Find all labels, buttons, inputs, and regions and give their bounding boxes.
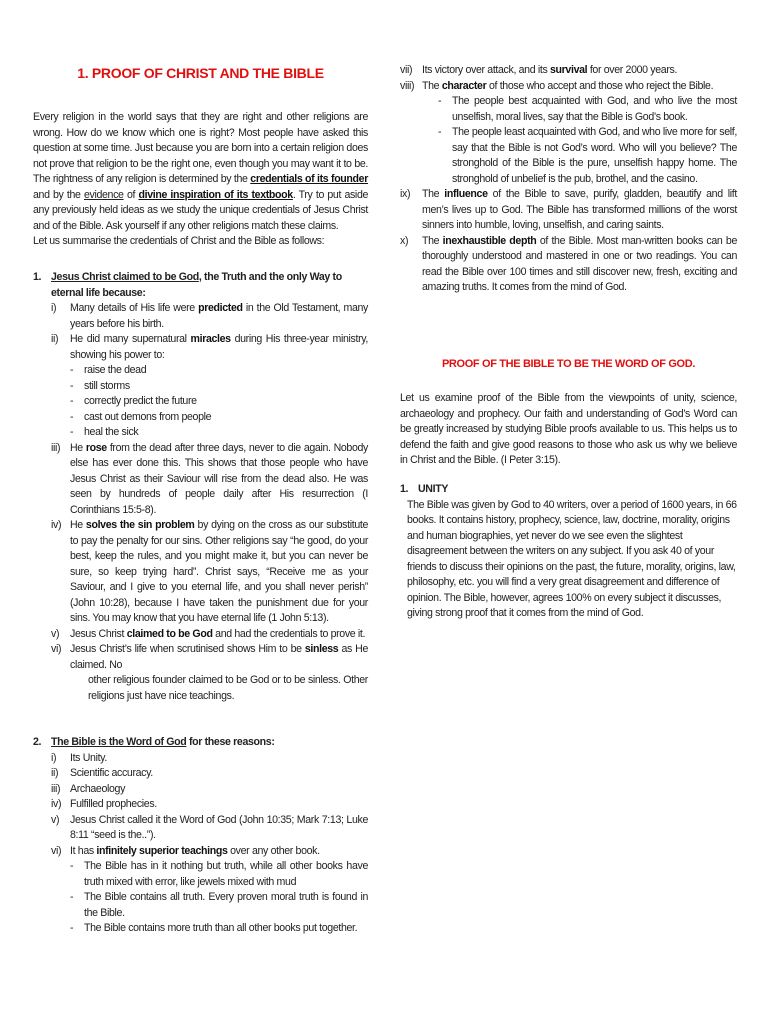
sub-item-text: correctly predict the future [84,395,197,407]
item-text: It has [70,844,97,857]
bible-proof-paragraph: Let us examine proof of the Bible from the viewpoints of unity, science, archaeology and prophecy. Our faith and understanding of God’s Word can be greatly increased by studying Bible proofs available to us. This helps us to defend the faith and give good reasons to those who ask us why we believe in Christ and the Bible. (I Peter 3:15). [400,392,737,466]
item-bold: miracles [190,333,231,345]
list-item [51,301,368,332]
list-item [400,234,737,296]
bible-proof-intro [400,391,737,469]
item-text: for over 2000 years. [587,64,678,76]
list-item [51,766,368,782]
sub-item-text: heal the sick [84,426,139,438]
item-text: as He claimed. No [70,643,368,671]
item-text: in the Old Testament, many years before his birth. [70,302,368,330]
item-text: He [70,441,86,454]
item-bold: claimed to be God [126,627,213,640]
roman-numeral: iv) [51,519,62,531]
sub-item: - The Bible contains all truth. Every proven moral truth is found in the Bible. [70,890,368,921]
item-bold: infinitely superior teachings [96,844,228,857]
roman-numeral: ii) [51,767,59,779]
list-item [51,813,368,844]
section-number: 1. [400,483,409,495]
item-text: Fulfilled prophecies. [70,798,157,810]
item-bold: solves the sin problem [85,519,195,531]
intro-text: of [123,188,139,201]
section-1-rest: , the Truth and the only Way to eternal life because: [51,271,342,299]
intro-text: . Try to put aside any previously held ideas as we study the unique credentials of Jesus Christ and of the Bible. Ask yourself if any other religions match these claims. [33,188,369,232]
sub-item: - correctly predict the future [70,394,368,410]
intro [33,110,368,250]
credentials-founder: credentials of its founder [250,173,368,185]
page-title: 1. PROOF OF CHRIST AND THE BIBLE [77,65,324,81]
item-text: Jesus Christ’s life when scrutinised shows Him to be [70,643,305,655]
roman-numeral: i) [51,302,57,314]
unity-heading [400,482,737,498]
sub-item: - The people least acquainted with God, and who live more for self, say that the Bible is not God’s word. Who will you believe? The stronghold of the Bible is the pure, unselfish happy home. The stronghold of unbelief is the pub, brothel, and the casino. [438,125,737,187]
reasons-continued [400,63,737,296]
list-item [51,797,368,813]
divine-inspiration: divine inspiration of its textbook [138,188,293,201]
list-item [51,642,368,673]
section-1 [33,270,368,704]
section-number: 1. [33,271,42,283]
item-text: Its Unity. [70,751,107,764]
item-text: Jesus Christ called it the Word of God (John 10:35; Mark 7:13; Luke 8:11 “seed is the..”). [70,813,368,841]
item-text: The [422,79,442,92]
roman-numeral: vi) [51,844,62,857]
list-item [400,187,737,234]
item-text: Scientific accuracy. [70,767,153,779]
sub-item-text: The Bible has in it nothing but truth, while all other books have truth mixed with error, like jewels mixed with mud [84,860,368,888]
roman-numeral: i) [51,751,57,764]
list-item [51,751,368,767]
sub-item-text: The people best acquainted with God, and who live the most unselfish, moral lives, say that the Bible is God’s book. [452,95,737,123]
sub-item-text: raise the dead [84,364,147,376]
item-text: of the Bible. Most man-written books can be thoroughly understood and mastered in one or two readings. You can read the Bible over 100 times and still discover new, fresh, exciting and amazing truths. It comes from the mind of God. [422,234,737,293]
list-item [51,627,368,643]
sub-item: - raise the dead [70,363,368,379]
list-item [51,844,368,860]
item-continuation: other religious founder claimed to be God or to be sinless. Other religions just have nice teachings. [88,674,368,702]
item-text: Many details of His life were [70,302,199,314]
roman-numeral: vii) [400,64,413,76]
roman-numeral: v) [51,627,60,640]
unity-section [400,482,737,622]
roman-numeral: vi) [51,643,62,655]
section-1-heading [33,270,368,301]
item-text: Archaeology [70,782,126,795]
sub-item: - The Bible contains more truth than all other books put together. [70,921,368,937]
roman-numeral: v) [51,813,60,826]
item-text: of the Bible to save, purify, gladden, beautify and lift men’s lives up to God. The Bible has transformed millions of the worst sinners into humble, loving, unselfish, and caring saints. [422,188,737,231]
sub-item-text: The Bible contains all truth. Every proven moral truth is found in the Bible. [84,891,368,919]
roman-numeral: viii) [400,79,415,92]
list-item [51,782,368,798]
section-2-heading [33,735,368,751]
section-2-rest: for these reasons: [186,736,275,748]
section-2 [33,735,368,937]
list-item [51,332,368,363]
sub-item: - The Bible has in it nothing but truth, while all other books have truth mixed with error, like jewels mixed with mud [70,859,368,890]
item-text: of those who accept and those who reject the Bible. [486,79,714,92]
list-item [400,79,737,95]
item-text: The [422,188,445,200]
item-bold: survival [550,64,588,76]
sub-item: - still storms [70,379,368,395]
sub-item: - heal the sick [70,425,368,441]
item-text: over any other book. [227,844,320,857]
sub-item-text: The Bible contains more truth than all other books put together. [84,922,358,934]
list-item [51,518,368,627]
sub-item: - The people best acquainted with God, and who live the most unselfish, moral lives, say that the Bible is God’s book. [438,94,737,125]
item-text: He did many supernatural [70,333,191,345]
unity-paragraph: The Bible was given by God to 40 writers, over a period of 1600 years, in 66 books. It contains history, prophecy, science, law, doctrine, morality, origins and human biographies, yet never do we see even the slightest disagreement between the writers on any subject. If you ask 40 of your friends to discuss their opinions on the past, the future, morality, origins, law, philosophy, etc. you will find a very great disagreement and difference of opinion. The Bible, however, agrees 100% on every subject it discusses, giving strong proof that it comes from the mind of God. [407,498,737,619]
item-bold: influence [444,188,488,200]
roman-numeral: ii) [51,333,59,345]
roman-numeral: ix) [400,188,411,200]
evidence-word: evidence [83,188,124,201]
item-text: He [70,519,86,531]
roman-numeral: iv) [51,798,62,810]
item-text: by dying on the cross as our substitute to pay the penalty for our sins. Other religions say “he good, do your best, keep the rules, and you might make it, but you can never be sure, so keep trying hard”. Christ says, “Receive me as your Saviour, and I give to you eternal life, and you shall never perish” (John 10:28), because I have taken the punishment due for your sins. You may know that you have eternal life (1 John 5:13). [70,519,368,624]
intro-text: Every religion in the world says that they are right and other religions are wrong. How do we know which one is right? Most people have asked this question at some time. Just because you are born into a certain religion does not prove that religion to be the right one, even though you may want it to be. The rightness of any religion is determined by the [33,111,368,185]
item-bold: rose [85,441,107,454]
sub-item-text: cast out demons from people [84,410,212,423]
item-text: The [422,234,443,247]
item-text: Its victory over attack, and its [422,64,550,76]
section-1-underlined: Jesus Christ claimed to be God [51,271,199,283]
sub-item: - cast out demons from people [70,410,368,426]
roman-numeral: iii) [51,441,61,454]
intro-text: and by the [33,188,84,201]
list-item [51,441,368,519]
sub-item-text: still storms [84,379,130,392]
section-2-underlined: The Bible is the Word of God [51,736,187,748]
item-bold: predicted [198,302,243,314]
item-text: from the dead after three days, never to die again. Nobody else has ever done this. This shows that those people who have Jesus Christ as their Saviour will rise from the dead also. He was seen by hundreds of people daily after His resurrection (I Corinthians 15:5-8). [70,441,368,516]
item-text: Jesus Christ [70,627,127,640]
section-number: 2. [33,736,42,748]
intro-summary: Let us summarise the credentials of Christ and the Bible as follows: [33,235,325,247]
item-text: and had the credentials to prove it. [212,627,366,640]
item-bold: character [441,79,487,92]
intro-paragraph [33,110,368,234]
bible-proof-subtitle: PROOF OF THE BIBLE TO BE THE WORD OF GOD. [441,358,696,370]
item-text: during His three-year ministry, showing his power to: [70,333,369,361]
roman-numeral: x) [400,234,409,247]
item-bold: sinless [304,643,339,655]
list-item [400,63,737,79]
roman-numeral: iii) [51,782,61,795]
sub-item-text: The people least acquainted with God, and who live more for self, say that the Bible is not God’s word. Who will you believe? The stronghold of the Bible is the pure, unselfish happy home. The stronghold of unbelief is the pub, brothel, and the casino. [452,126,737,185]
item-bold: inexhaustible depth [442,234,537,247]
unity-title: UNITY [418,483,449,495]
